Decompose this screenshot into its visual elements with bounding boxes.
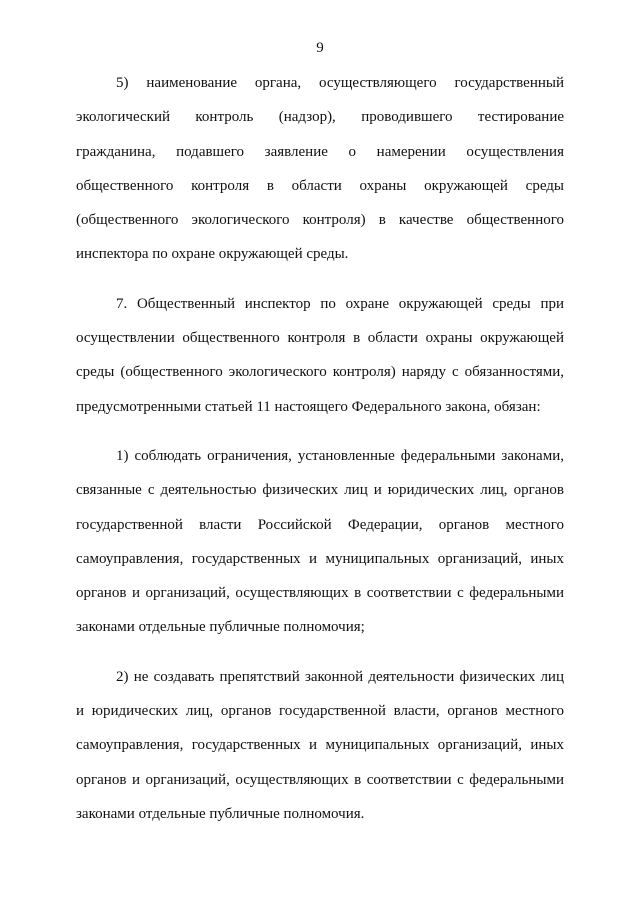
text-line: государственной власти Российской Федерации, органов местного xyxy=(76,516,564,533)
page-number: 9 xyxy=(316,40,324,56)
text-line: (общественного экологического контроля) в качестве общественного xyxy=(76,212,564,229)
paragraph-item-2 xyxy=(76,660,564,831)
text-line: 7. Общественный инспектор по охране окружающей среды при xyxy=(116,295,564,312)
text-line: инспектора по охране окружающей среды. xyxy=(76,246,349,263)
text-line: и юридических лиц, органов государственной власти, органов местного xyxy=(76,703,564,720)
text-line: 1) соблюдать ограничения, установленные федеральными законами, xyxy=(116,447,564,464)
text-line: гражданина, подавшего заявление о намерении осуществления xyxy=(76,143,564,160)
text-line: самоуправления, государственных и муниципальных организаций, иных xyxy=(76,550,564,567)
text-line: предусмотренными статьей 11 настоящего Федерального закона, обязан: xyxy=(76,398,541,415)
body-text xyxy=(76,66,564,831)
text-line: органов и организаций, осуществляющих в соответствии с федеральными xyxy=(76,585,564,602)
paragraph-item-5 xyxy=(76,66,564,272)
text-line: 5) наименование органа, осуществляющего государственный xyxy=(116,75,564,91)
text-line: общественного контроля в области охраны окружающей среды xyxy=(76,177,564,194)
text-line: экологический контроль (надзор), проводившего тестирование xyxy=(76,109,564,126)
paragraph-clause-7 xyxy=(76,287,564,424)
text-line: 2) не создавать препятствий законной деятельности физических лиц xyxy=(116,668,564,685)
text-line: органов и организаций, осуществляющих в соответствии с федеральными xyxy=(76,771,564,788)
text-line: законами отдельные публичные полномочия. xyxy=(76,805,365,822)
text-line: осуществлении общественного контроля в области охраны окружающей xyxy=(76,330,564,347)
text-line: самоуправления, государственных и муниципальных организаций, иных xyxy=(76,737,564,754)
text-line: законами отдельные публичные полномочия; xyxy=(76,619,365,636)
text-line: связанные с деятельностью физических лиц и юридических лиц, органов xyxy=(76,482,564,499)
text-line: среды (общественного экологического контроля) наряду с обязанностями, xyxy=(76,364,564,381)
paragraph-item-1 xyxy=(76,439,564,645)
